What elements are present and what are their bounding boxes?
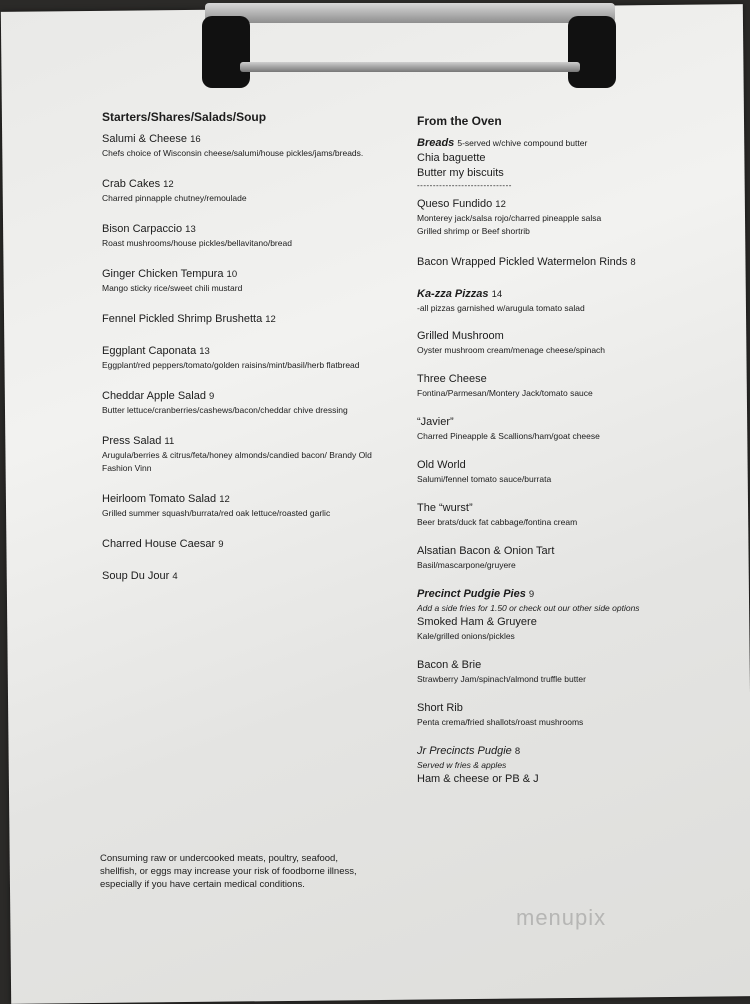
menu-item-desc: Chefs choice of Wisconsin cheese/salumi/house pickles/jams/breads. [102, 148, 364, 158]
menu-item-desc: Charred Pineapple & Scallions/ham/goat cheese [417, 431, 600, 441]
menu-item-name: Salumi & Cheese [102, 133, 187, 145]
menu-item-desc: Butter lettuce/cranberries/cashews/bacon/cheddar chive dressing [102, 405, 348, 415]
menu-item-desc: Basil/mascarpone/gruyere [417, 560, 516, 570]
menu-item [417, 415, 737, 443]
menu-item [102, 312, 402, 327]
oven-heading: From the Oven [417, 114, 502, 128]
menu-item [417, 458, 737, 486]
pies-label: Precinct Pudgie Pies [417, 588, 526, 600]
menu-item-name: Grilled Mushroom [417, 330, 504, 342]
rinds-item [417, 255, 737, 270]
menu-item-price: 9 [209, 391, 215, 402]
menu-item-name: Press Salad [102, 435, 162, 447]
menu-item [102, 177, 402, 205]
menu-item-desc: Oyster mushroom cream/menage cheese/spinach [417, 345, 606, 355]
menu-item-price: 13 [185, 224, 196, 235]
pies-price: 9 [528, 589, 535, 600]
queso-desc-2: Grilled shrimp or Beef shortrib [417, 226, 530, 236]
menu-item-desc: Strawberry Jam/spinach/almond truffle butter [417, 674, 586, 684]
menu-item [102, 344, 402, 372]
menu-item-desc: Beer brats/duck fat cabbage/fontina cream [417, 517, 578, 527]
menu-item-name: Cheddar Apple Salad [102, 390, 206, 402]
menu-item [417, 615, 737, 643]
clipboard-clip-right [568, 16, 616, 88]
jr-label: Jr Precincts Pudgie [417, 745, 512, 757]
pizzas-section-header [417, 287, 737, 315]
menu-item-price: 11 [164, 436, 175, 447]
menu-item-desc: Fontina/Parmesan/Montery Jack/tomato sauce [417, 388, 593, 398]
menu-item-price: 10 [226, 269, 238, 280]
breads-label: Breads [417, 137, 455, 149]
menu-item-name: The “wurst” [417, 502, 473, 514]
menu-item [417, 544, 737, 572]
menu-item-price: 12 [163, 179, 174, 190]
jr-item: Ham & cheese or PB & J [417, 773, 539, 785]
menu-item [102, 389, 402, 417]
rinds-name: Bacon Wrapped Pickled Watermelon Rinds [417, 256, 628, 268]
menu-item-name: Crab Cakes [102, 178, 161, 190]
pizzas-note: -all pizzas garnished w/arugula tomato salad [417, 303, 585, 313]
menu-item [102, 492, 402, 520]
menu-item [417, 372, 737, 400]
pizzas-list [417, 329, 737, 572]
menu-item-name: Old World [417, 459, 466, 471]
menu-item-desc: Kale/grilled onions/pickles [417, 631, 515, 641]
menu-item-desc: Eggplant/red peppers/tomato/golden raisins/mint/basil/herb flatbread [102, 360, 360, 370]
menu-item-desc: Roast mushrooms/house pickles/bellavitano/bread [102, 238, 292, 248]
clipboard-wire [240, 62, 580, 72]
pies-list [417, 615, 737, 729]
pies-section-header [417, 587, 737, 615]
menu-item-name: Eggplant Caponata [102, 345, 197, 357]
menu-item [102, 569, 402, 584]
menu-item-price: 9 [218, 539, 224, 550]
menu-item-desc: Charred pinnapple chutney/remoulade [102, 193, 247, 203]
starters-list [102, 132, 402, 584]
menu-item [102, 222, 402, 250]
jr-price: 8 [514, 746, 521, 757]
pies-note: Add a side fries for 1.50 or check out our other side options [417, 603, 640, 613]
food-safety-disclaimer: Consuming raw or undercooked meats, poultry, seafood, shellfish, or eggs may increase your risk of foodborne illness, especially if you have certain medical conditions. [100, 853, 357, 890]
menu-item [102, 537, 402, 552]
menu-item-name: Short Rib [417, 702, 463, 714]
queso-item [417, 197, 737, 238]
menu-item [102, 434, 402, 475]
breads-section [417, 136, 737, 191]
menu-item-price: 12 [265, 314, 276, 325]
menu-item [417, 501, 737, 529]
menu-item [417, 701, 737, 729]
menu-item-name: Smoked Ham & Gruyere [417, 616, 537, 628]
menu-item-name: Ginger Chicken Tempura [102, 268, 224, 280]
oven-column [417, 114, 737, 787]
breads-note: 5-served w/chive compound butter [457, 138, 588, 148]
menu-item-name: Soup Du Jour [102, 570, 170, 582]
menu-item-name: Alsatian Bacon & Onion Tart [417, 545, 555, 557]
pizzas-price: 14 [491, 289, 503, 300]
jr-section [417, 744, 737, 787]
jr-note: Served w fries & apples [417, 760, 507, 770]
menu-item-price: 13 [199, 346, 210, 357]
queso-desc: Monterey jack/salsa rojo/charred pineapple salsa [417, 213, 602, 223]
menu-item-price: 4 [172, 571, 178, 582]
queso-price: 12 [495, 199, 506, 210]
pizzas-label: Ka-zza Pizzas [417, 288, 489, 300]
menu-item-desc: Penta crema/fried shallots/roast mushrooms [417, 717, 584, 727]
breads-separator: ------------------------------ [417, 181, 512, 190]
menu-item-name: Bison Carpaccio [102, 223, 183, 235]
menu-item-name: Three Cheese [417, 373, 487, 385]
menu-item-price: 12 [219, 494, 230, 505]
menu-item [102, 132, 402, 160]
watermark: menupix [516, 905, 607, 930]
menu-item [102, 267, 402, 295]
menu-item-name: “Javier” [417, 416, 454, 428]
menu-item-desc: Arugula/berries & citrus/feta/honey almonds/candied bacon/ Brandy Old Fashion Vinn [102, 450, 372, 473]
menu-item-name: Heirloom Tomato Salad [102, 493, 217, 505]
menu-item-desc: Grilled summer squash/burrata/red oak lettuce/roasted garlic [102, 508, 331, 518]
starters-column [102, 110, 402, 601]
rinds-price: 8 [630, 257, 636, 268]
menu-item-name: Charred House Caesar [102, 538, 216, 550]
queso-name: Queso Fundido [417, 198, 493, 210]
menu-item [417, 329, 737, 357]
clipboard-clip-left [202, 16, 250, 88]
menu-item-name: Fennel Pickled Shrimp Brushetta [102, 313, 263, 325]
clipboard-clip-bar [205, 3, 615, 23]
menu-item-desc: Salumi/fennel tomato sauce/burrata [417, 474, 552, 484]
starters-heading: Starters/Shares/Salads/Soup [102, 110, 267, 124]
breads-item: Butter my biscuits [417, 167, 504, 179]
breads-item: Chia baguette [417, 152, 486, 164]
menu-item-name: Bacon & Brie [417, 659, 482, 671]
menu-item-desc: Mango sticky rice/sweet chili mustard [102, 283, 243, 293]
menu-item-price: 16 [190, 134, 201, 145]
menu-item [417, 658, 737, 686]
